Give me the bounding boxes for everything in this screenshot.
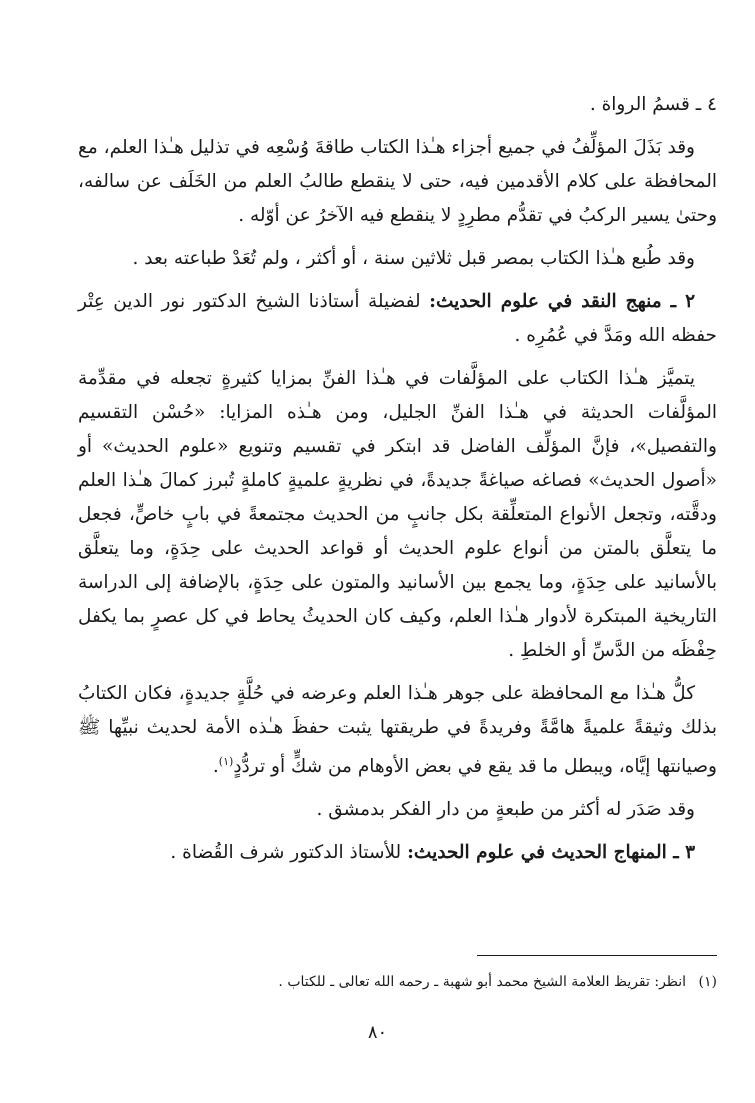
paragraph-author-effort: وقد بَذَلَ المؤلِّفُ في جميع أجزاء هـٰذا الكتاب طاقةَ وُسْعِه في تذليل هـٰذا العلم، مع المحافظة على كلام الأقدمين فيه، حتى لا ينقطع طالبُ العلم من الخَلَف عن سالفه، وحتىٰ يسير الركبُ في تقدُّم مطرِدٍ لا ينقطع فيه الآخرُ عن أوّله . (78, 137, 717, 226)
paragraph-book-2-features: يتميَّز هـٰذا الكتاب على المؤلَّفات في هـٰذا الفنِّ بمزايا كثيرةٍ تجعله في مقدِّمة المؤلَّفات الحديثة في هـٰذا الفنِّ الجليل، ومن هـٰذه المزايا: «حُسْن التقسيم والتفصيل»، فإنَّ المؤلِّف الفاضل قد ابتكر في تقسيم وتنويع «علوم الحديث» أو «أصول الحديث» فصاغه صياغةً جديدةً، في نظريةٍ علميةٍ كاملةٍ تُبرز كمالَ هـٰذا العلم ودقَّته، وتجعل الأنواع المتعلِّقة بكل جانبٍ من الحديث مجتمعةً في بابٍ خاصٍّ، فجعل ما يتعلَّق بالمتن من أنواع علوم الحديث أو قواعد الحديث على حِدَةٍ، وما يتعلَّق بالأسانيد على حِدَةٍ، وما يجمع بين الأسانيد والمتون على حِدَةٍ، بالإضافة إلى الدراسة التاريخية المبتكرة لأدوار هـٰذا العلم، وكيف كان الحديثُ يحاط في كل عصرٍ بما يكفل حِفْظَه من الدَّسِّ أو الخلطِ . (78, 368, 717, 661)
book-2-author: لفضيلة أستاذنا الشيخ الدكتور نور الدين عِتْر حفظه الله ومَدَّ في عُمُرِه . (78, 291, 717, 346)
body-text (78, 88, 717, 870)
book-3-author: للأستاذ الدكتور شرف القُضاة . (170, 842, 408, 864)
paragraph-book-2 (78, 285, 717, 353)
footnote (78, 970, 717, 994)
paragraph-list-item-4: ٤ ـ قسمُ الرواة . (589, 94, 717, 115)
summary-text: كلُّ هـٰذا مع المحافظة على جوهر هـٰذا العلم وعرضه في حُلَّةٍ جديدةٍ، فكان الكتابُ بذلك وثيقةً علميةً هامَّةً وفريدةً في طريقتها يثبت حفظَ هـٰذه الأمة لحديث نبيِّها ﷺ وصيانتها إيَّاه، ويبطل ما قد يقع في بعض الأوهام من شكٍّ أو تردُّدٍ (78, 683, 717, 778)
paragraph-book-3 (78, 836, 717, 870)
footnote-separator (477, 955, 717, 956)
footnote-number: (١) (698, 974, 717, 990)
paragraph-book-2-editions: وقد صَدَر له أكثر من طبعةٍ من دار الفكر بدمشق . (316, 799, 695, 821)
footnote-reference[interactable]: (١) (218, 755, 234, 768)
paragraph-printing-note: وقد طُبع هـٰذا الكتاب بمصر قبل ثلاثين سنة ، أو أكثر ، ولم تُعَدْ طباعته بعد . (132, 248, 695, 269)
footnote-text: انظر: تقريظ العلامة الشيخ محمد أبو شهبة ـ رحمه الله تعالى ـ للكتاب . (278, 974, 687, 990)
paragraph-book-2-summary (78, 677, 717, 784)
page-number: ٨٠ (367, 1022, 388, 1043)
book-3-title: ٣ ـ المنهاج الحديث في علوم الحديث: (407, 842, 695, 864)
book-2-title: ٢ ـ منهج النقد في علوم الحديث: (429, 291, 695, 312)
summary-end: . (212, 756, 219, 778)
